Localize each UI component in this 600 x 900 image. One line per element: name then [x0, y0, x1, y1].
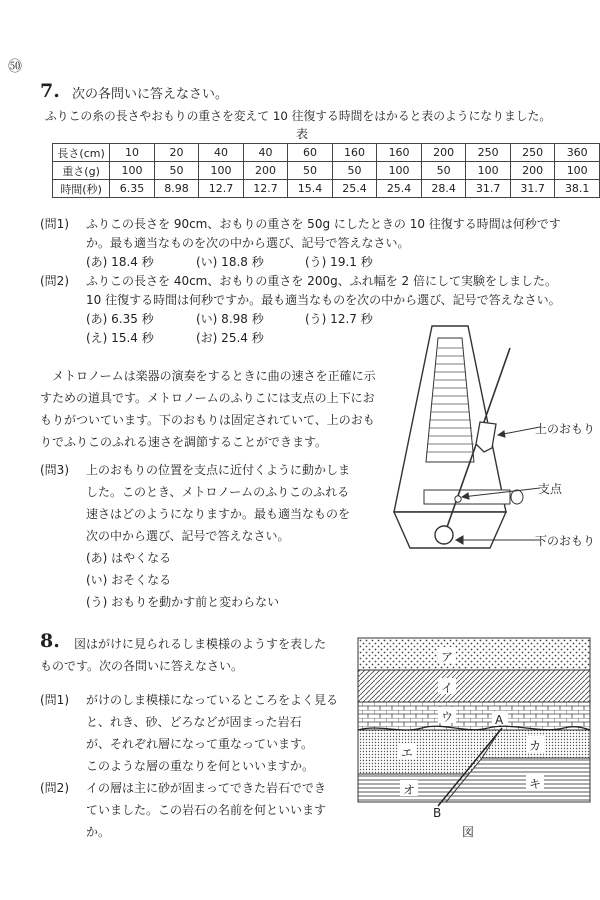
- q7-2-line: ふりこの長さを 40cm、おもりの重さを 200g、ふれ幅を 2 倍にして実験をしました。: [86, 274, 557, 288]
- metronome-paragraph-line: メトロノームは楽器の演奏をするときに曲の速さを正確に示: [52, 369, 376, 383]
- table-cell: 25.4: [332, 180, 377, 198]
- label-fulcrum: 支点: [538, 482, 563, 496]
- question-7-intro: ふりこの糸の長さやおもりの重さを変えて 10 往復する時間をはかると表のようになりました。: [45, 109, 552, 123]
- q8-2-line: イの層は主に砂が固まってできた岩石ででき: [86, 781, 327, 795]
- upper-weight-arrowhead: [498, 431, 505, 437]
- q8-1-line: と、れき、砂、どろなどが固まった岩石: [86, 715, 302, 729]
- q7-3-line: した。このとき、メトロノームのふりこのふれる: [86, 485, 350, 499]
- table-cell: 31.7: [510, 180, 555, 198]
- q7-1-choice-a: (あ) 18.4 秒: [86, 255, 154, 269]
- table-row-weight: [53, 162, 600, 180]
- q8-1-line: が、それぞれ層になって重なっています。: [86, 737, 314, 751]
- q7-2-choice-o: (お) 25.4 秒: [196, 331, 264, 345]
- table-cell: 200: [510, 162, 555, 180]
- layer-label-e: エ: [401, 746, 414, 760]
- q7-3-line: 次の中から選び、記号で答えなさい。: [86, 529, 290, 543]
- table-cell: 50: [154, 162, 199, 180]
- metronome-paragraph-line: もりがついています。下のおもりは固定されていて、上のおも: [40, 413, 375, 427]
- table-cell: 50: [332, 162, 377, 180]
- table-cell: 12.7: [243, 180, 288, 198]
- fulcrum-point: [455, 496, 461, 502]
- q7-3-choice-i: (い) おそくなる: [86, 573, 172, 587]
- q7-1-choice-u: (う) 19.1 秒: [305, 255, 373, 269]
- q7-3-line: 速さはどのようになりますか。最も適当なものを: [86, 507, 351, 521]
- table-cell: 12.7: [199, 180, 244, 198]
- table-cell: 360: [555, 144, 600, 162]
- table-cell: 60: [288, 144, 333, 162]
- table-cell: 8.98: [154, 180, 199, 198]
- page-corner-mark: ㊿: [8, 59, 22, 75]
- point-label-a: A: [495, 713, 504, 727]
- q7-1-line: ふりこの長さを 90cm、おもりの重さを 50g にしたときの 10 往復する時間は何秒です: [86, 217, 561, 231]
- table-title: 表: [296, 127, 309, 141]
- point-label-b: B: [433, 806, 442, 820]
- table-cell: 38.1: [555, 180, 600, 198]
- q7-2-choice-e: (え) 15.4 秒: [86, 331, 154, 345]
- question-8-intro: ものです。次の各問いに答えなさい。: [40, 659, 244, 673]
- lower-weight: [435, 526, 453, 544]
- q7-2-choice-u: (う) 12.7 秒: [305, 312, 373, 326]
- metronome-paragraph-line: りでふりこのふれる速さを調節することができます。: [40, 435, 328, 449]
- table-cell: 160: [377, 144, 422, 162]
- table-cell: 50: [421, 162, 466, 180]
- question-8-number: 8.: [40, 630, 60, 652]
- table-cell: 40: [243, 144, 288, 162]
- table-row-time: [53, 180, 600, 198]
- metronome-paragraph-line: すための道具です。メトロノームのふりこには支点の上下にお: [40, 391, 375, 405]
- q7-2-choice-i: (い) 8.98 秒: [196, 312, 264, 326]
- q7-1-line: か。最も適当なものを次の中から選び、記号で答えなさい。: [86, 236, 410, 250]
- metronome-scale-panel: [426, 338, 474, 462]
- metronome-body: [394, 326, 506, 512]
- winding-key: [511, 490, 523, 504]
- layer-label-i: イ: [441, 681, 454, 695]
- table-header-cell: 重さ(g): [53, 162, 110, 180]
- table-cell: 200: [421, 144, 466, 162]
- table-cell: 250: [510, 144, 555, 162]
- table-cell: 100: [377, 162, 422, 180]
- layer-label-a: ア: [441, 650, 454, 664]
- layer-label-ki: キ: [529, 777, 542, 791]
- q7-2-line: 10 往復する時間は何秒ですか。最も適当なものを次の中から選び、記号で答えなさい。: [86, 293, 561, 307]
- table-cell: 15.4: [288, 180, 333, 198]
- table-cell: 250: [466, 144, 511, 162]
- table-cell: 50: [288, 162, 333, 180]
- q7-3-choice-u: (う) おもりを動かす前と変わらない: [86, 595, 280, 609]
- table-header-cell: 時間(秒): [53, 180, 110, 198]
- q7-2-choice-a: (あ) 6.35 秒: [86, 312, 154, 326]
- q8-1-line: がけのしま模様になっているところをよく見る: [86, 693, 339, 707]
- table-cell: 160: [332, 144, 377, 162]
- table-row-length: [53, 144, 600, 162]
- q7-3-line: 上のおもりの位置を支点に近付くように動かしま: [86, 463, 351, 477]
- table-cell: 31.7: [466, 180, 511, 198]
- layer-a: [358, 638, 590, 670]
- table-cell: 200: [243, 162, 288, 180]
- q7-3-tag: (問3): [40, 463, 69, 477]
- question-7-number: 7.: [40, 80, 60, 102]
- table-cell: 100: [110, 162, 155, 180]
- question-7-heading: 次の各問いに答えなさい。: [72, 87, 229, 102]
- q8-2-line: か。: [86, 825, 111, 839]
- table-cell: 100: [199, 162, 244, 180]
- q7-1-tag: (問1): [40, 217, 69, 231]
- layer-u: [358, 702, 590, 730]
- table-cell: 25.4: [377, 180, 422, 198]
- strata-figure: [350, 630, 600, 840]
- table-cell: 28.4: [421, 180, 466, 198]
- layer-label-u: ウ: [441, 710, 454, 724]
- figure-caption: 図: [462, 825, 475, 839]
- q8-2-line: ていました。この岩石の名前を何といいます: [86, 803, 327, 817]
- q8-1-line: このような層の重なりを何といいますか。: [86, 759, 315, 773]
- question-8-intro: 図はがけに見られるしま模様のようすを表した: [74, 637, 327, 651]
- table-cell: 10: [110, 144, 155, 162]
- table-header-cell: 長さ(cm): [53, 144, 110, 162]
- metronome-scale-ticks: [426, 348, 474, 452]
- table-cell: 100: [466, 162, 511, 180]
- layer-label-o: オ: [403, 783, 416, 797]
- q7-2-tag: (問2): [40, 274, 69, 288]
- table-cell: 20: [154, 144, 199, 162]
- pendulum-table: [52, 143, 600, 198]
- q8-1-tag: (問1): [40, 693, 69, 707]
- layer-i: [358, 670, 590, 702]
- q7-3-choice-a: (あ) はやくなる: [86, 551, 172, 565]
- label-lower-weight: 下のおもり: [535, 534, 596, 548]
- table-cell: 100: [555, 162, 600, 180]
- label-upper-weight: 上のおもり: [535, 422, 596, 436]
- table-cell: 40: [199, 144, 244, 162]
- table-cell: 6.35: [110, 180, 155, 198]
- layer-label-ka: カ: [529, 739, 542, 753]
- q8-2-tag: (問2): [40, 781, 69, 795]
- q7-1-choice-i: (い) 18.8 秒: [196, 255, 264, 269]
